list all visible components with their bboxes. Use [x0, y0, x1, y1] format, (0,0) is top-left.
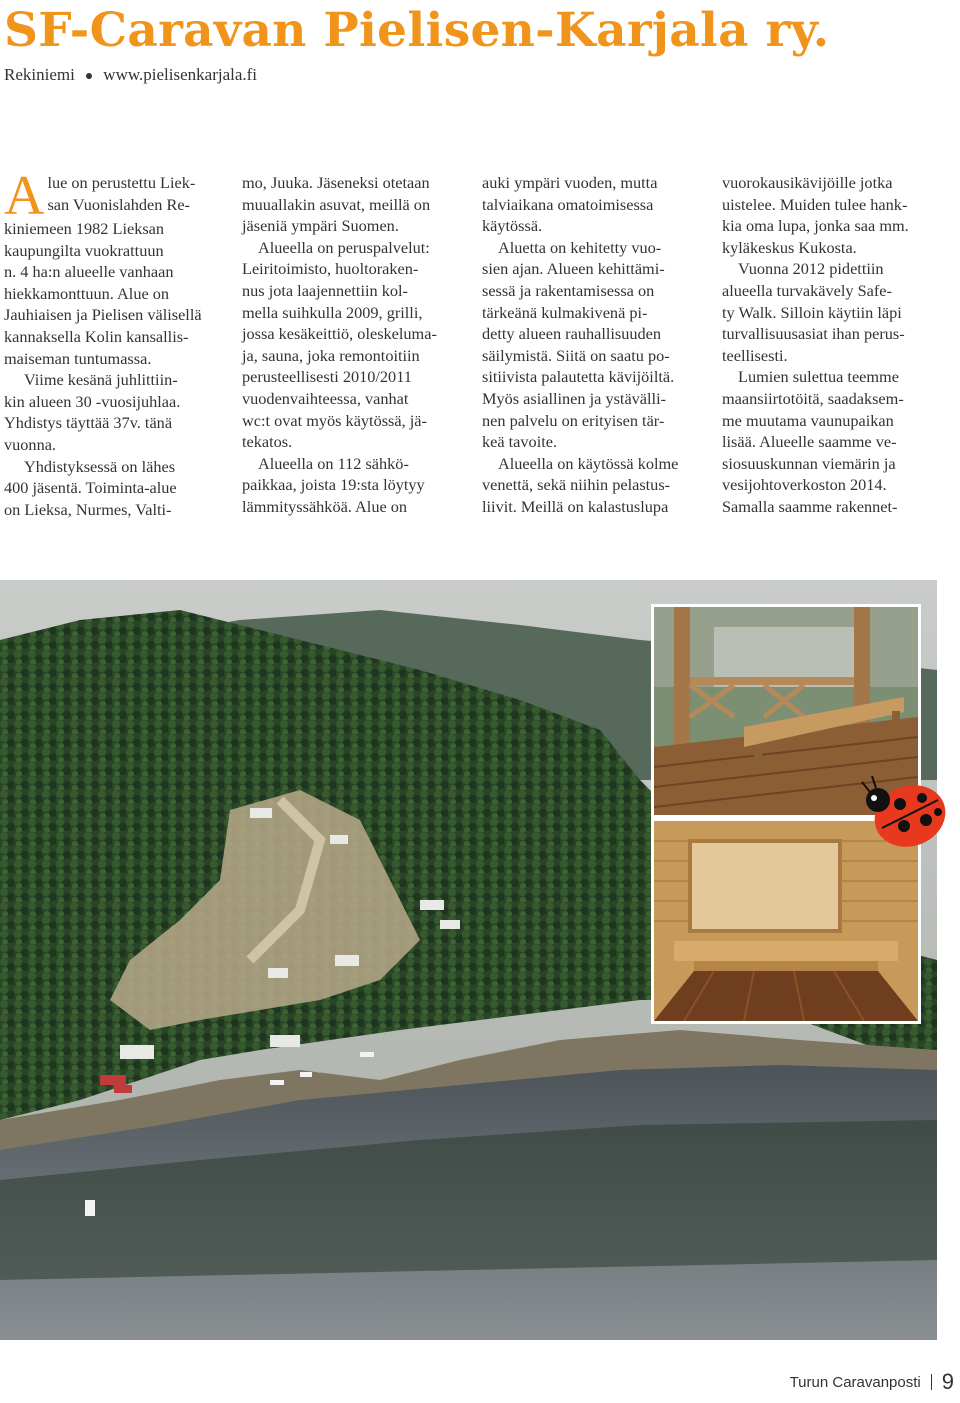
- text-line: paikkaa, joista 19:sta löytyy: [242, 475, 425, 495]
- article-column-3: [482, 172, 700, 518]
- page-number: 9: [941, 1369, 954, 1394]
- text-line: vesijohtoverkoston 2014.: [722, 475, 887, 495]
- text-line: maiseman tuntumassa.: [4, 348, 152, 368]
- text-line: Alueella on 112 sähkö-: [258, 453, 409, 473]
- text-line: säilymistä. Siitä on saatu po-: [482, 345, 670, 365]
- text-line: vuorokausikävijöille jotka: [722, 173, 893, 192]
- text-line: kaupungilta vuokrattuun: [4, 240, 164, 260]
- text-line: Aluetta on kehitetty vuo-: [498, 237, 662, 257]
- location-text: Rekiniemi: [4, 65, 75, 84]
- text-line: siosuuskunnan viemärin ja: [722, 453, 896, 473]
- text-line: vuodenvaihteessa, vanhat: [242, 388, 409, 408]
- text-line: Yhdistys täyttää 37v. tänä: [4, 413, 173, 433]
- text-line: turvallisuusasiat ihan perus-: [722, 324, 905, 344]
- text-line: mo, Juuka. Jäseneksi otetaan: [242, 173, 430, 192]
- text-line: teellisesti.: [722, 345, 788, 365]
- text-line: kiniemeen 1982 Lieksan: [4, 219, 165, 238]
- text-line: jossa kesäkeittiö, oleskeluma-: [242, 324, 437, 344]
- drop-cap: A: [4, 165, 45, 227]
- text-line: Viime kesänä juhlittiin-: [24, 370, 178, 390]
- publication-name: Turun Caravanposti: [789, 1374, 921, 1391]
- website-link[interactable]: www.pielisenkarjala.fi: [103, 65, 258, 84]
- ladybug-icon: [860, 770, 952, 854]
- text-line: kin alueen 30 -vuosijuhlaa.: [4, 391, 181, 411]
- text-line: sitiivista palautetta kävijöiltä.: [482, 367, 675, 387]
- text-line: Vuonna 2012 pidettiin: [738, 259, 884, 279]
- text-line: lisää. Alueelle saamme ve-: [722, 432, 897, 452]
- text-line: perusteellisesti 2010/2011: [242, 367, 412, 387]
- text-line: tärkeänä kulmakivenä pi-: [482, 302, 648, 322]
- article-column-1: [4, 165, 222, 520]
- text-line: hiekkamonttuun. Alue on: [4, 283, 170, 303]
- text-line: Samalla saamme rakennet-: [722, 496, 898, 516]
- text-line: maansiirtotöitä, saadaksem-: [722, 388, 904, 408]
- text-line: Myös asiallinen ja ystävälli-: [482, 388, 667, 408]
- footer-divider: [931, 1374, 932, 1390]
- text-line: 400 jäsentä. Toiminta-alue: [4, 478, 177, 498]
- text-line: keä tavoite.: [482, 432, 558, 452]
- text-line: kannaksella Kolin kansallis-: [4, 326, 189, 346]
- text-line: nen palvelu on erityisen tär-: [482, 410, 665, 430]
- text-line: san Vuonislahden Re-: [47, 194, 190, 214]
- header-subtitle: [4, 64, 257, 88]
- text-line: venettä, sekä niihin pelastus-: [482, 475, 671, 495]
- text-line: lämmityssähköä. Alue on: [242, 496, 408, 516]
- text-line: Jauhiaisen ja Pielisen välisellä: [4, 305, 202, 325]
- text-line: lue on perustettu Liek-: [47, 173, 196, 192]
- text-line: detty alueen rauhallisuuden: [482, 324, 662, 344]
- article-column-4: [722, 172, 940, 518]
- text-line: Lumien sulettua teemme: [738, 367, 899, 387]
- text-line: mella suihkulla 2009, grilli,: [242, 302, 423, 322]
- text-line: alueella turvakävely Safe-: [722, 280, 892, 300]
- text-line: Yhdistyksessä on lähes: [24, 456, 176, 476]
- text-line: liivit. Meillä on kalastuslupa: [482, 496, 669, 516]
- text-line: talviaikana omatoimisessa: [482, 194, 654, 214]
- text-line: uistelee. Muiden tulee hank-: [722, 194, 908, 214]
- article-column-2: [242, 172, 460, 518]
- text-line: sessä ja rakentamisessa on: [482, 280, 655, 300]
- text-line: Alueella on käytössä kolme: [498, 453, 679, 473]
- text-line: Leiritoimisto, huoltoraken-: [242, 259, 419, 279]
- text-line: wc:t ovat myös käytössä, jä-: [242, 410, 427, 430]
- text-line: nus jota laajennettiin kol-: [242, 280, 408, 300]
- text-line: käytössä.: [482, 216, 543, 236]
- text-line: n. 4 ha:n alueelle vanhaan: [4, 262, 174, 282]
- bullet-icon: ●: [84, 69, 94, 84]
- text-line: ja, sauna, joka remontoitiin: [242, 345, 420, 365]
- text-line: jäseniä ympäri Suomen.: [242, 216, 399, 236]
- text-line: tekatos.: [242, 432, 293, 452]
- text-line: me muutama vaunupaikan: [722, 410, 894, 430]
- text-line: Alueella on peruspalvelut:: [258, 237, 430, 257]
- text-line: on Lieksa, Nurmes, Valti-: [4, 499, 172, 519]
- text-line: vuonna.: [4, 434, 56, 454]
- page-title: SF-Caravan Pielisen-Karjala ry.: [4, 3, 830, 58]
- text-line: kia oma lupa, jonka saa mm.: [722, 216, 909, 236]
- page-footer: [790, 1369, 954, 1395]
- text-line: ty Walk. Silloin käytiin läpi: [722, 302, 902, 322]
- text-line: muuallakin asuvat, meillä on: [242, 194, 431, 214]
- text-line: sien ajan. Alueen kehittämi-: [482, 259, 665, 279]
- text-line: kyläkeskus Kukosta.: [722, 237, 857, 257]
- text-line: auki ympäri vuoden, mutta: [482, 173, 658, 192]
